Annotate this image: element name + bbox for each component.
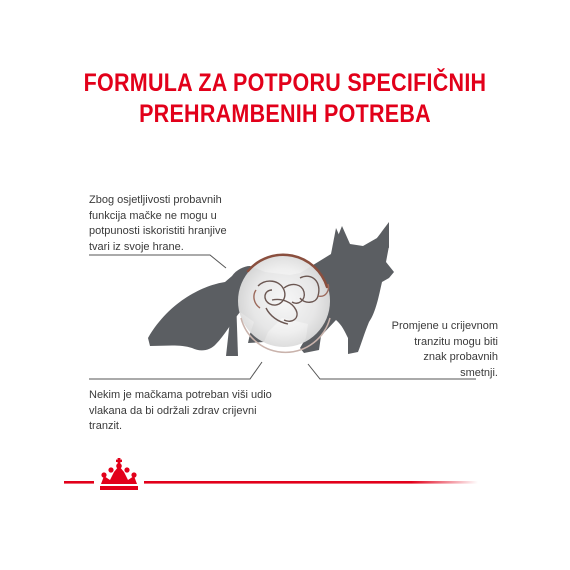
note-line: tranzit.	[89, 420, 123, 432]
crown-logo-band	[104, 484, 134, 485]
note-absorption	[89, 193, 259, 255]
note-transit-changes	[362, 319, 498, 381]
note-line: Nekim je mačkama potreban viši udio	[89, 389, 272, 401]
note-line: vlakana da bi održali zdrav crijevni	[89, 404, 257, 417]
note-line: Zbog osjetljivosti probavnih	[89, 194, 222, 206]
note-line: smetnji.	[460, 366, 498, 379]
note-fibre	[89, 388, 289, 435]
note-line: funkcija mačke ne mogu u	[89, 209, 217, 222]
note-line: znak probavnih	[423, 351, 498, 363]
note-line: tranzitu mogu biti	[414, 335, 498, 348]
title-line-1: FORMULA ZA POTPORU SPECIFIČNIH	[83, 69, 487, 97]
note-line: potpunosti iskoristiti hranjive	[89, 225, 227, 237]
title-line-2: PREHRAMBENIH POTREBA	[139, 100, 431, 128]
note-line: tvari iz svoje hrane.	[89, 240, 184, 253]
note-line: Promjene u crijevnom	[391, 320, 498, 332]
